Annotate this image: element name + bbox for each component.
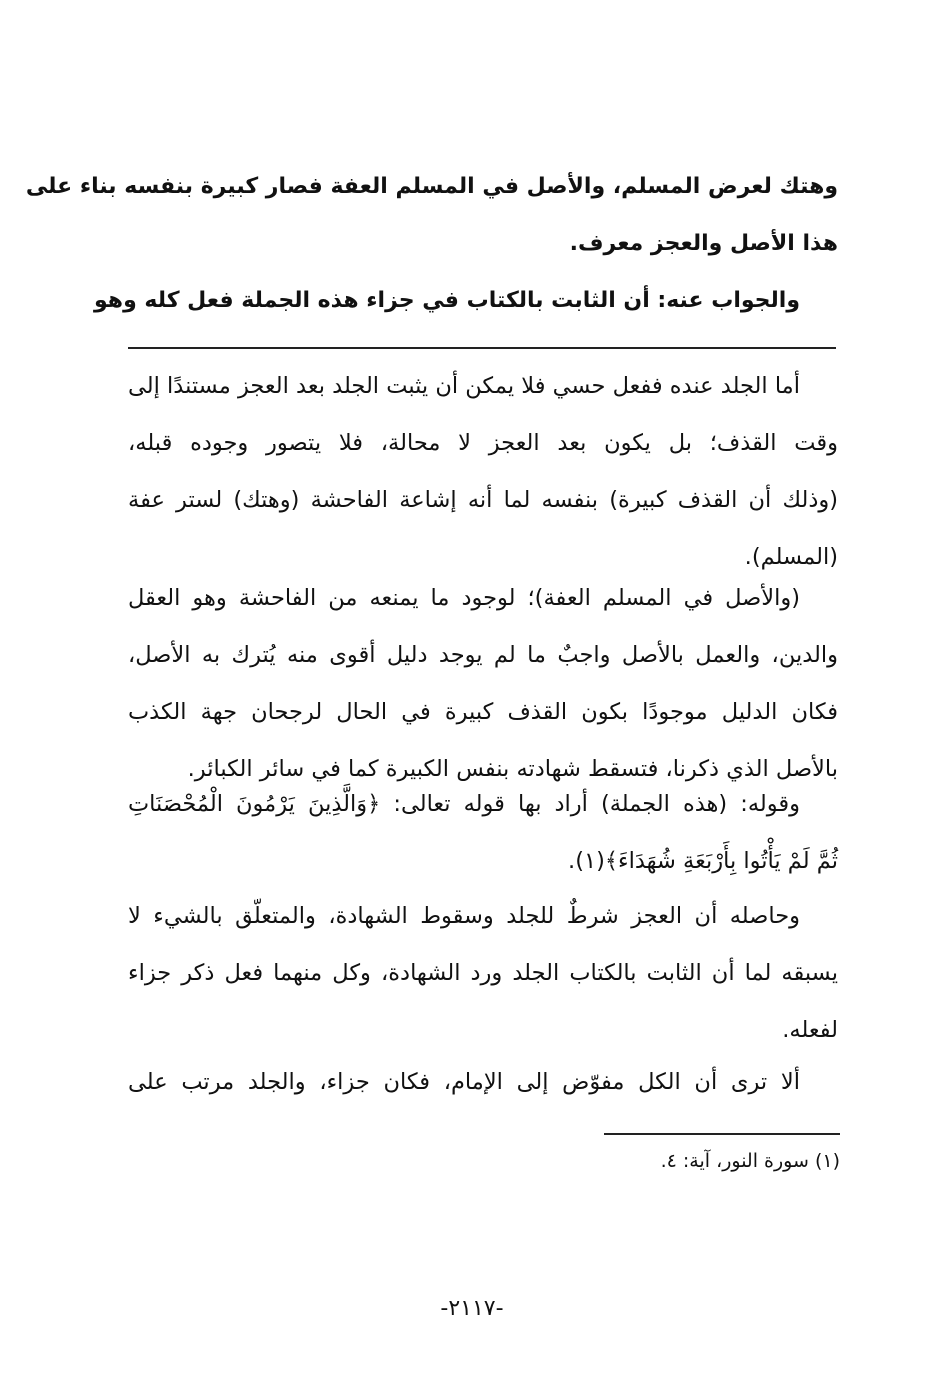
commentary-paragraph-4 <box>128 888 838 1059</box>
commentary-paragraph-3 <box>128 776 838 890</box>
commentary-paragraph-1 <box>128 358 838 586</box>
commentary-line: أما الجلد عنده ففعل حسي فلا يمكن أن يثبت الجلد بعد العجز مستندًا إلى <box>128 373 800 399</box>
commentary-paragraph-5 <box>128 1054 838 1111</box>
commentary-line: وقت القذف؛ بل يكون بعد العجز لا محالة، فلا يتصور وجوده قبله، <box>128 430 838 456</box>
footnote: (١) سورة النور، آية: ٤. <box>660 1150 840 1172</box>
main-text-line: هذا الأصل والعجز معرف. <box>569 231 838 256</box>
separator-rule <box>128 347 836 349</box>
commentary-line: يسبقه لما أن الثابت بالكتاب الجلد ورد الشهادة، وكل منهما فعل ذكر جزاء <box>128 960 838 986</box>
commentary-line: بالأصل الذي ذكرنا، فتسقط شهادته بنفس الكبيرة كما في سائر الكبائر. <box>187 756 838 782</box>
main-text-line: والجواب عنه: أن الثابت بالكتاب في جزاء هذه الجملة فعل كله وهو <box>94 288 800 313</box>
commentary-line: والدين، والعمل بالأصل واجبٌ ما لم يوجد دليل أقوى منه يُترك به الأصل، <box>128 642 838 668</box>
main-text-line: وهتك لعرض المسلم، والأصل في المسلم العفة فصار كبيرة بنفسه بناء على <box>25 174 838 199</box>
commentary-paragraph-2 <box>128 570 838 798</box>
commentary-line: ثُمَّ لَمْ يَأْتُوا بِأَرْبَعَةِ شُهَدَاءَ﴾(١). <box>568 848 838 874</box>
commentary-line: (المسلم). <box>744 544 838 570</box>
commentary-line: (وذلك أن القذف كبيرة) بنفسه لما أنه إشاعة الفاحشة (وهتك) لستر عفة <box>128 487 838 513</box>
commentary-line: ألا ترى أن الكل مفوّض إلى الإمام، فكان جزاء، والجلد مرتب على <box>128 1069 800 1095</box>
commentary-line: (والأصل في المسلم العفة)؛ لوجود ما يمنعه من الفاحشة وهو العقل <box>128 585 800 611</box>
commentary-line: وقوله: (هذه الجملة) أراد بها قوله تعالى: ﴿وَالَّذِينَ يَرْمُونَ الْمُحْصَنَاتِ <box>128 791 800 817</box>
page-number: -٢١١٧- <box>440 1296 504 1321</box>
main-text <box>25 158 838 329</box>
commentary-line: لفعله. <box>782 1017 838 1043</box>
footnote-rule <box>604 1133 840 1135</box>
commentary-line: وحاصله أن العجز شرطٌ للجلد وسقوط الشهادة، والمتعلّق بالشيء لا <box>128 903 800 929</box>
commentary-line: فكان الدليل موجودًا بكون القذف كبيرة في الحال لرجحان جهة الكذب <box>128 699 838 725</box>
